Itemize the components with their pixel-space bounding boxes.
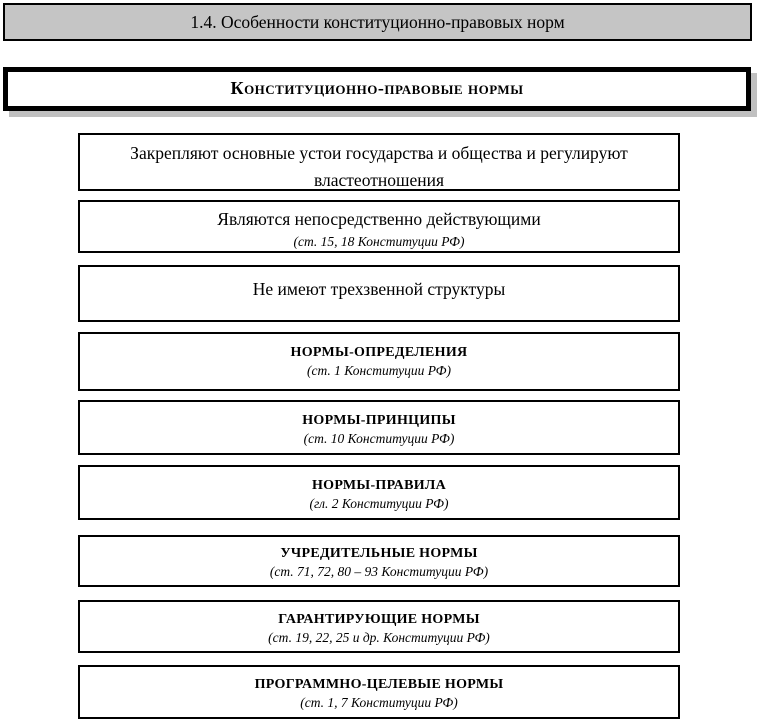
constitution-reference: (гл. 2 Конституции РФ) — [309, 496, 449, 511]
norm-type-box-constitutive — [78, 535, 680, 587]
main-title: Конституционно-правовые нормы — [230, 78, 524, 98]
feature-box-direct-action — [78, 200, 680, 253]
section-header: 1.4. Особенности конституционно-правовых норм — [3, 3, 752, 41]
constitution-reference: (ст. 10 Конституции РФ) — [303, 431, 455, 446]
feature-text: Закрепляют основные устои государства и общества и регулируют властеотношения — [130, 143, 628, 190]
constitution-reference: (ст. 19, 22, 25 и др. Конституции РФ) — [268, 630, 490, 645]
norm-type-title: ПРОГРАММНО-ЦЕЛЕВЫЕ НОРМЫ — [254, 677, 504, 692]
norm-type-box-principles — [78, 400, 680, 455]
norm-type-title: УЧРЕДИТЕЛЬНЫЕ НОРМЫ — [280, 546, 478, 561]
norm-type-title: ГАРАНТИРУЮЩИЕ НОРМЫ — [278, 612, 480, 627]
feature-box-foundations — [78, 133, 680, 191]
feature-box-no-three-part-structure — [78, 265, 680, 322]
norm-type-box-guaranteeing — [78, 600, 680, 653]
feature-text: Являются непосредственно действующими — [217, 209, 541, 229]
norm-type-title: НОРМЫ-ОПРЕДЕЛЕНИЯ — [290, 345, 468, 360]
constitution-reference: (ст. 15, 18 Конституции РФ) — [293, 234, 465, 249]
norm-type-title: НОРМЫ-ПРАВИЛА — [311, 478, 447, 493]
norm-type-title: НОРМЫ-ПРИНЦИПЫ — [302, 413, 456, 428]
norm-type-box-definitions — [78, 332, 680, 391]
feature-text: Не имеют трехзвенной структуры — [252, 279, 506, 299]
norm-type-box-rules — [78, 465, 680, 520]
constitution-reference: (ст. 1 Конституции РФ) — [307, 363, 451, 378]
norm-type-box-program-target — [78, 665, 680, 719]
constitution-reference: (ст. 71, 72, 80 – 93 Конституции РФ) — [269, 564, 489, 579]
main-title-box — [3, 67, 751, 111]
constitution-reference: (ст. 1, 7 Конституции РФ) — [300, 695, 458, 710]
